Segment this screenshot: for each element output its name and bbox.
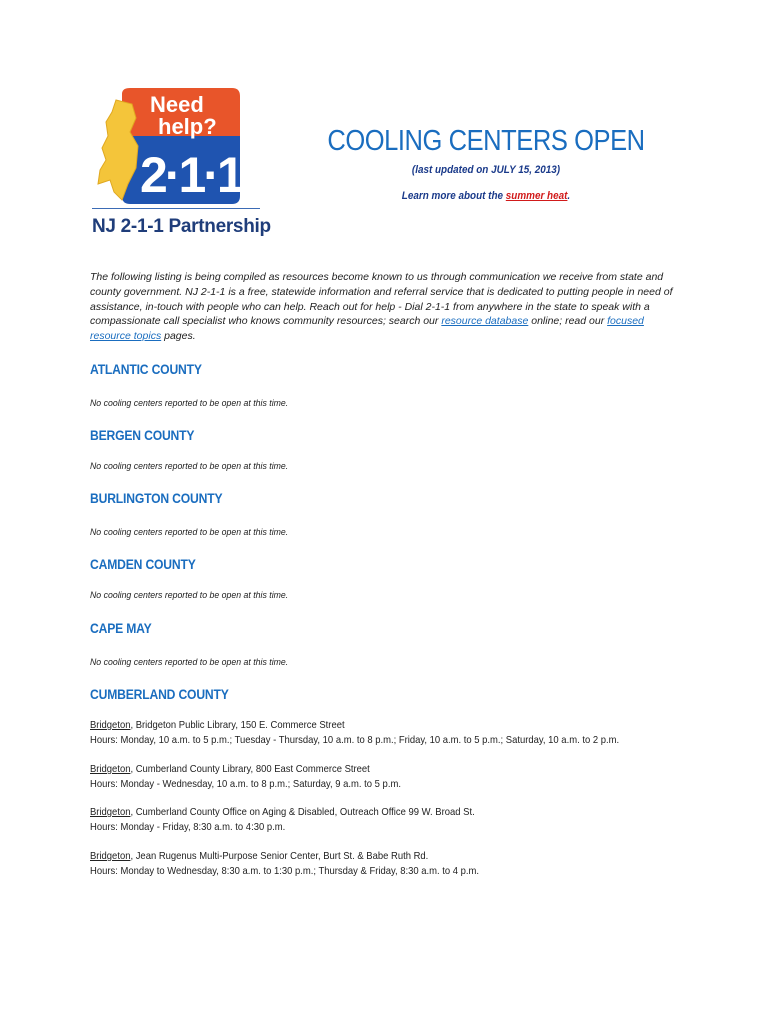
focused-resource-topics-link[interactable]: focused resource topics <box>90 315 644 343</box>
county-note: No cooling centers reported to be open at this time. <box>90 527 289 538</box>
page-title: COOLING CENTERS OPEN <box>327 125 645 157</box>
entry-place: , Cumberland County Office on Aging & Disabled, Outreach Office 99 W. Broad St. <box>130 806 475 818</box>
entry-hours: Hours: Monday - Wednesday, 10 a.m. to 8 p.m.; Saturday, 9 a.m. to 5 p.m. <box>90 778 401 790</box>
county-heading-cumberland: CUMBERLAND COUNTY <box>90 687 229 702</box>
intro-text: online; read our <box>528 315 608 328</box>
entry-place: , Bridgeton Public Library, 150 E. Commerce Street <box>130 719 345 731</box>
intro-paragraph <box>90 270 682 344</box>
county-note: No cooling centers reported to be open at this time. <box>90 398 289 409</box>
intro-text: The following listing is being compiled as resources become known to us through communication we receive from state and county government. NJ 2-1-1 is a free, statewide information and referral service that is dedicated to putting people in need of assistance, in-touch with people who can help. Reach out for help - Dial 2-1-1 from anywhere in the state to speak with a compassionate call specialist who knows community resources; search our <box>90 271 673 328</box>
entry-place: , Jean Rugenus Multi-Purpose Senior Center, Burt St. & Babe Ruth Rd. <box>130 850 429 862</box>
county-note: No cooling centers reported to be open at this time. <box>90 590 289 601</box>
entry-location <box>90 762 401 777</box>
entry-hours: Hours: Monday to Wednesday, 8:30 a.m. to 1:30 p.m.; Thursday & Friday, 8:30 a.m. to 4 p.m. <box>90 865 480 877</box>
learn-more-prefix: Learn more about the <box>401 190 506 202</box>
main-content <box>90 270 682 877</box>
county-heading-burlington: BURLINGTON COUNTY <box>90 491 223 506</box>
cooling-center-entry <box>90 805 475 835</box>
partnership-name: NJ 2-1-1 Partnership <box>92 216 271 237</box>
county-heading-camden: CAMDEN COUNTY <box>90 557 196 572</box>
last-updated: (last updated on JULY 15, 2013) <box>411 164 561 176</box>
entry-hours: Hours: Monday, 10 a.m. to 5 p.m.; Tuesday - Thursday, 10 a.m. to 8 p.m.; Friday, 10 a.m. to 5 p.m.; Saturday, 10 a.m. to 2 p.m. <box>90 734 620 746</box>
cooling-center-entry <box>90 762 401 792</box>
intro-text: pages. <box>161 330 196 343</box>
county-note: No cooling centers reported to be open at this time. <box>90 657 289 668</box>
county-heading-cape-may: CAPE MAY <box>90 621 152 636</box>
logo-help-text: help? <box>158 114 217 139</box>
title-block <box>300 125 672 202</box>
town-link[interactable]: Bridgeton <box>90 719 131 731</box>
learn-more-line <box>319 190 654 202</box>
entry-location <box>90 805 475 820</box>
county-heading-bergen: BERGEN COUNTY <box>90 428 195 443</box>
county-note: No cooling centers reported to be open at this time. <box>90 461 289 472</box>
cooling-center-entry <box>90 849 479 879</box>
logo-divider <box>92 208 260 209</box>
entry-hours: Hours: Monday - Friday, 8:30 a.m. to 4:30 p.m. <box>90 821 286 833</box>
resource-database-link[interactable]: resource database <box>441 315 529 328</box>
town-link[interactable]: Bridgeton <box>90 763 131 775</box>
county-heading-atlantic: ATLANTIC COUNTY <box>90 362 202 377</box>
entry-place: , Cumberland County Library, 800 East Commerce Street <box>130 763 370 775</box>
town-link[interactable]: Bridgeton <box>90 850 131 862</box>
logo-211-text: 2·1·1 <box>140 147 242 203</box>
town-link[interactable]: Bridgeton <box>90 806 131 818</box>
cooling-center-entry <box>90 718 619 748</box>
learn-more-suffix: . <box>567 190 571 202</box>
summer-heat-link[interactable]: summer heat <box>505 190 568 202</box>
entry-location <box>90 718 619 733</box>
logo-need-text: Need <box>150 92 204 117</box>
entry-location <box>90 849 479 864</box>
